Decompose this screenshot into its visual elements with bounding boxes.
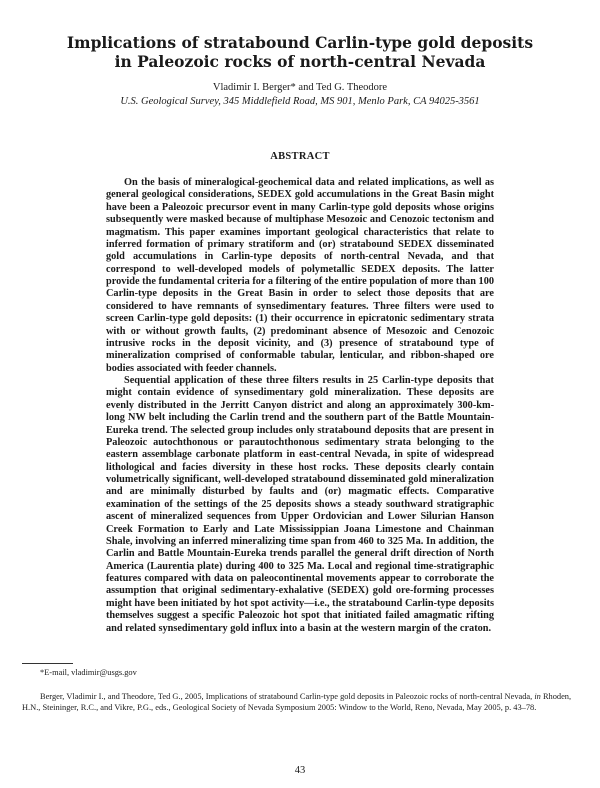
title-line-1: Implications of stratabound Carlin-type gold deposits — [66, 33, 534, 52]
page-number: 43 — [294, 765, 306, 776]
title-line-2: in Paleozoic rocks of north-central Nevada — [114, 52, 486, 71]
citation-text-part1: Berger, Vladimir I., and Theodore, Ted G., 2005, Implications of stratabound Carlin-type gold deposits in Paleozoic rocks of north-central Nevada, — [40, 692, 535, 701]
abstract-heading: ABSTRACT — [270, 151, 330, 162]
footnote-divider — [22, 663, 73, 664]
author-affiliation: U.S. Geological Survey, 345 Middlefield Road, MS 901, Menlo Park, CA 94025-3561 — [120, 96, 480, 107]
citation-in: in — [534, 692, 541, 701]
citation-note — [22, 691, 578, 713]
paper-title — [40, 33, 560, 71]
author-list: Vladimir I. Berger* and Ted G. Theodore — [212, 82, 388, 93]
citation-text-part2: Rhoden, H.N., Steininger, R.C., and Vikre, P.G., eds., Geological Society of Nevada Symposium 2005: Window to the World, Reno, Nevada, May 2005, p. 43–78. — [22, 692, 572, 713]
abstract-paragraph-2: Sequential application of these three filters results in 25 Carlin-type deposits that might contain evidence of synsedimentary gold mineralization. These deposits are evenly distributed in the Jerritt Canyon district and along an approximately 300-km-long NW belt including the Carlin trend and the southern part of the Battle Mountain-Eureka trend. The selected group includes only stratabound deposits that are present in Paleozoic autochthonous or parautochthonous sedimentary strata belonging to the eastern assemblage carbonate platform in east-central Nevada, in spite of widespread lithological and facies diversity in these host rocks. These deposits clearly contain volumetrically significant, well-developed stratabound disseminated gold mineralization and are minimally disturbed by faults and (or) magmatic effects. Comparative examination of the settings of the 25 deposits shows a steady southward stratigraphic ascent of mineralized sequences from Upper Ordovician and Lower Silurian Hanson Creek Formation to Early and Late Mississippian Joana Limestone and Chainman Shale, involving an inferred mineralizing time span from 460 to 325 Ma. In addition, the Carlin and Battle Mountain-Eureka trends parallel the general drift direction of North America (Laurentia plate) during 400 to 325 Ma. Local and regional time-stratigraphic features compared with data on paleocontinental movements appear to corroborate the assumption that original sedimentary-exhalative (SEDEX) gold ore-forming processes might have been initiated by hot spot activity—i.e., the stratabound Carlin-type deposits themselves suggest a specific Paleozoic hot spot that initiated failed amagmatic rifting and related synsedimentary gold influx into a basin at the western margin of the craton. — [106, 375, 494, 634]
abstract-paragraph-1: On the basis of mineralogical-geochemical data and related implications, as well as general geological considerations, SEDEX gold accumulations in the Great Basin might have been a Paleozoic precursor event in many Carlin-type gold deposits whose origins subsequently were masked because of multiphase Mesozoic and Cenozoic tectonism and magmatism. This paper examines important geological characteristics that relate to inferred formation of primary stratiform and (or) stratabound SEDEX disseminated gold accumulations in Carlin-type deposits of north-central Nevada, and that correspond to well-developed models of polymetallic SEDEX deposits. The latter provide the fundamental criteria for a filtering of the entire population of more than 100 Carlin-type deposits in the Great Basin in order to select those deposits that are considered to have remnants of synsedimentary features. Three filters were used to screen Carlin-type gold deposits: (1) their occurrence in epicratonic sedimentary strata with or without growth faults, (2) predominant absence of Mesozoic and Cenozoic intrusive rocks in the deposit vicinity, and (3) presence of stratabound type of mineralization comprised of conformable tabular, lenticular, and ribbon-shaped ore bodies associated with feeder channels. — [106, 177, 494, 374]
author-email-footnote: *E-mail, vladimir@usgs.gov — [40, 668, 137, 677]
abstract-body — [106, 177, 494, 635]
